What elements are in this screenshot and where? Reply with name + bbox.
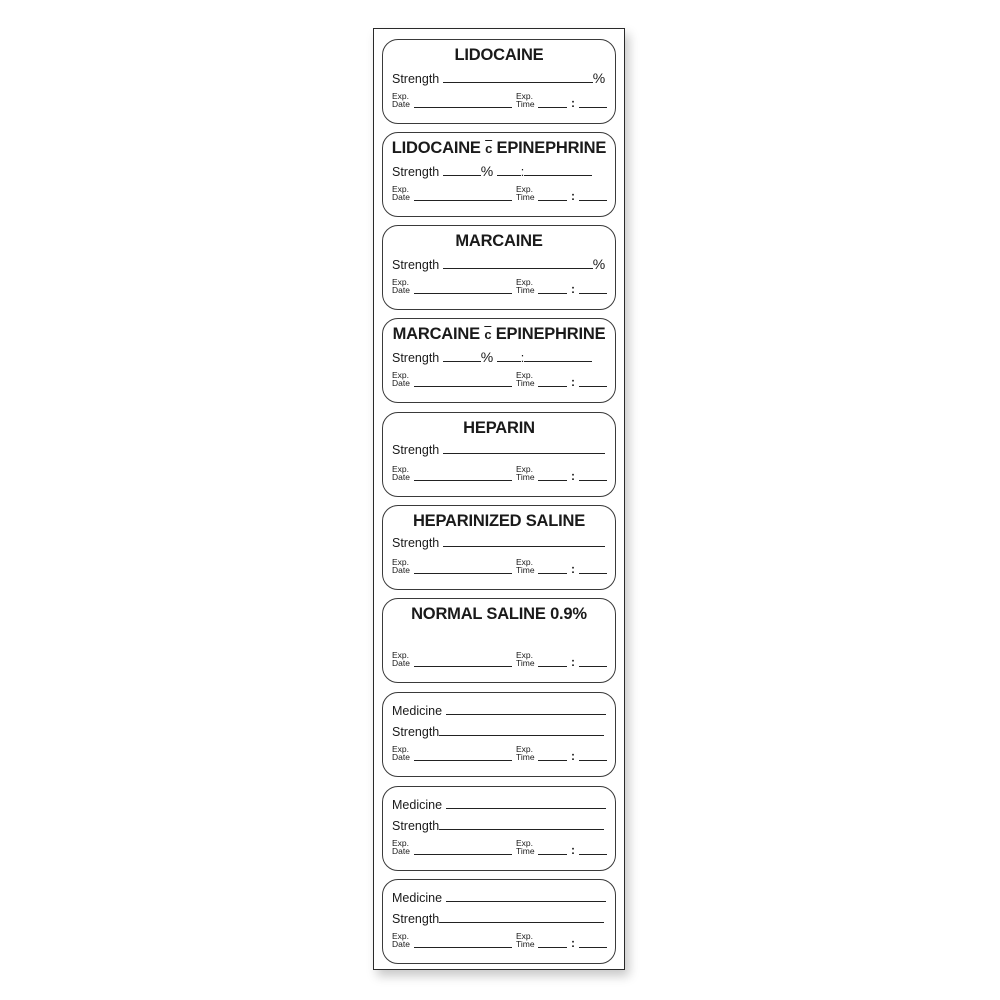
time-colon: : [571,843,575,857]
label-heparin [382,412,616,497]
strength-field[interactable] [439,828,604,830]
strength-field[interactable] [439,921,604,923]
label-lidocaine-epinephrine [382,132,616,217]
strength-row [392,163,606,179]
exp-date-label: Exp. Date [392,464,410,482]
strength-field[interactable] [443,174,481,176]
strength-field[interactable] [443,267,593,269]
exp-minute-field[interactable] [579,666,607,667]
label-lidocaine [382,39,616,124]
expiry-row [392,278,606,296]
exp-date-label: Exp. Date [392,277,410,295]
strength-label: Strength [392,912,440,926]
time-colon: : [571,469,575,483]
exp-date-label: Exp. Date [392,184,410,202]
exp-hour-field[interactable] [538,200,567,201]
exp-hour-field[interactable] [538,854,567,855]
exp-date-label: Exp. Date [392,557,410,575]
exp-hour-field[interactable] [538,480,567,481]
exp-hour-field[interactable] [538,573,567,574]
exp-date-field[interactable] [414,573,512,574]
label-title: HEPARINIZED SALINE [412,512,586,530]
label-marcaine-epinephrine [382,318,616,403]
with-symbol: $\overline{c}$ [485,141,493,156]
medicine-label: Medicine [392,891,443,905]
expiry-row [392,558,606,576]
percent-sign: % [592,70,606,86]
strength-field[interactable] [439,734,604,736]
label-blank-medicine [382,786,616,871]
strength-field[interactable] [443,545,605,547]
exp-date-field[interactable] [414,386,512,387]
exp-date-label: Exp. Date [392,650,410,668]
exp-date-field[interactable] [414,666,512,667]
exp-hour-field[interactable] [538,947,567,948]
medicine-field[interactable] [446,713,606,715]
strength-field[interactable] [443,81,593,83]
exp-hour-field[interactable] [538,760,567,761]
medicine-row [392,798,606,812]
exp-minute-field[interactable] [579,293,607,294]
exp-time-label: Exp. Time [516,931,535,949]
label-title: NORMAL SALINE 0.9% [411,605,587,623]
time-colon: : [571,936,575,950]
label-title: MARCAINE $\overline{c}$ EPINEPHRINE [392,325,606,343]
label-title: LIDOCAINE $\overline{c}$ EPINEPHRINE [391,139,607,157]
exp-hour-field[interactable] [538,386,567,387]
expiry-row [392,465,606,483]
strength-field[interactable] [443,452,605,454]
time-colon: : [571,189,575,203]
strength-label: Strength [392,258,440,272]
exp-time-label: Exp. Time [516,370,535,388]
time-colon: : [571,96,575,110]
strength-label: Strength [392,351,440,365]
percent-sign: % [480,163,494,179]
expiry-row [392,371,606,389]
time-colon: : [571,655,575,669]
label-title: LIDOCAINE [454,46,544,64]
exp-date-label: Exp. Date [392,370,410,388]
ratio-field-a[interactable] [497,174,521,176]
label-normal-saline [382,598,616,683]
medicine-label: Medicine [392,704,443,718]
exp-time-label: Exp. Time [516,184,535,202]
strength-row [392,819,606,833]
label-sheet [373,28,625,970]
exp-time-label: Exp. Time [516,91,535,109]
exp-hour-field[interactable] [538,666,567,667]
strength-label: Strength [392,443,440,457]
exp-time-label: Exp. Time [516,650,535,668]
exp-date-field[interactable] [414,200,512,201]
strength-field[interactable] [443,360,481,362]
strength-row [392,70,606,86]
expiry-row [392,839,606,857]
strength-row [392,725,606,739]
medicine-field[interactable] [446,900,606,902]
exp-date-field[interactable] [414,480,512,481]
label-blank-medicine [382,692,616,777]
strength-label: Strength [392,536,440,550]
medicine-field[interactable] [446,807,606,809]
label-blank-medicine [382,879,616,964]
expiry-row [392,651,606,669]
exp-minute-field[interactable] [579,480,607,481]
exp-minute-field[interactable] [579,107,607,108]
expiry-row [392,92,606,110]
label-heparinized-saline [382,505,616,590]
medicine-row [392,891,606,905]
ratio-field-a[interactable] [497,360,521,362]
with-symbol: $\overline{c}$ [484,327,492,342]
time-colon: : [571,375,575,389]
expiry-row [392,185,606,203]
exp-date-label: Exp. Date [392,91,410,109]
time-colon: : [571,562,575,576]
exp-date-label: Exp. Date [392,744,410,762]
time-colon: : [571,749,575,763]
exp-hour-field[interactable] [538,107,567,108]
exp-date-field[interactable] [414,293,512,294]
strength-label: Strength [392,725,440,739]
percent-sign: % [480,349,494,365]
strength-row [392,443,606,457]
expiry-row [392,745,606,763]
exp-date-field[interactable] [414,854,512,855]
expiry-row [392,932,606,950]
exp-minute-field[interactable] [579,947,607,948]
strength-row [392,536,606,550]
exp-date-label: Exp. Date [392,838,410,856]
exp-time-label: Exp. Time [516,838,535,856]
exp-time-label: Exp. Time [516,557,535,575]
ratio-colon: : [520,351,525,365]
exp-minute-field[interactable] [579,200,607,201]
exp-time-label: Exp. Time [516,464,535,482]
exp-minute-field[interactable] [579,854,607,855]
exp-minute-field[interactable] [579,386,607,387]
exp-date-label: Exp. Date [392,931,410,949]
label-title: MARCAINE [455,232,543,250]
exp-minute-field[interactable] [579,573,607,574]
medicine-label: Medicine [392,798,443,812]
ratio-colon: : [520,165,525,179]
strength-row [392,349,606,365]
ratio-field-b[interactable] [524,360,592,362]
percent-sign: % [592,256,606,272]
strength-label: Strength [392,165,440,179]
exp-date-field[interactable] [414,107,512,108]
label-title: HEPARIN [463,419,535,437]
strength-row [392,912,606,926]
strength-row [392,256,606,272]
ratio-field-b[interactable] [524,174,592,176]
medicine-row [392,704,606,718]
exp-date-field[interactable] [414,760,512,761]
exp-date-field[interactable] [414,947,512,948]
exp-minute-field[interactable] [579,760,607,761]
strength-label: Strength [392,72,440,86]
exp-time-label: Exp. Time [516,277,535,295]
exp-hour-field[interactable] [538,293,567,294]
exp-time-label: Exp. Time [516,744,535,762]
strength-label: Strength [392,819,440,833]
time-colon: : [571,282,575,296]
label-marcaine [382,225,616,310]
